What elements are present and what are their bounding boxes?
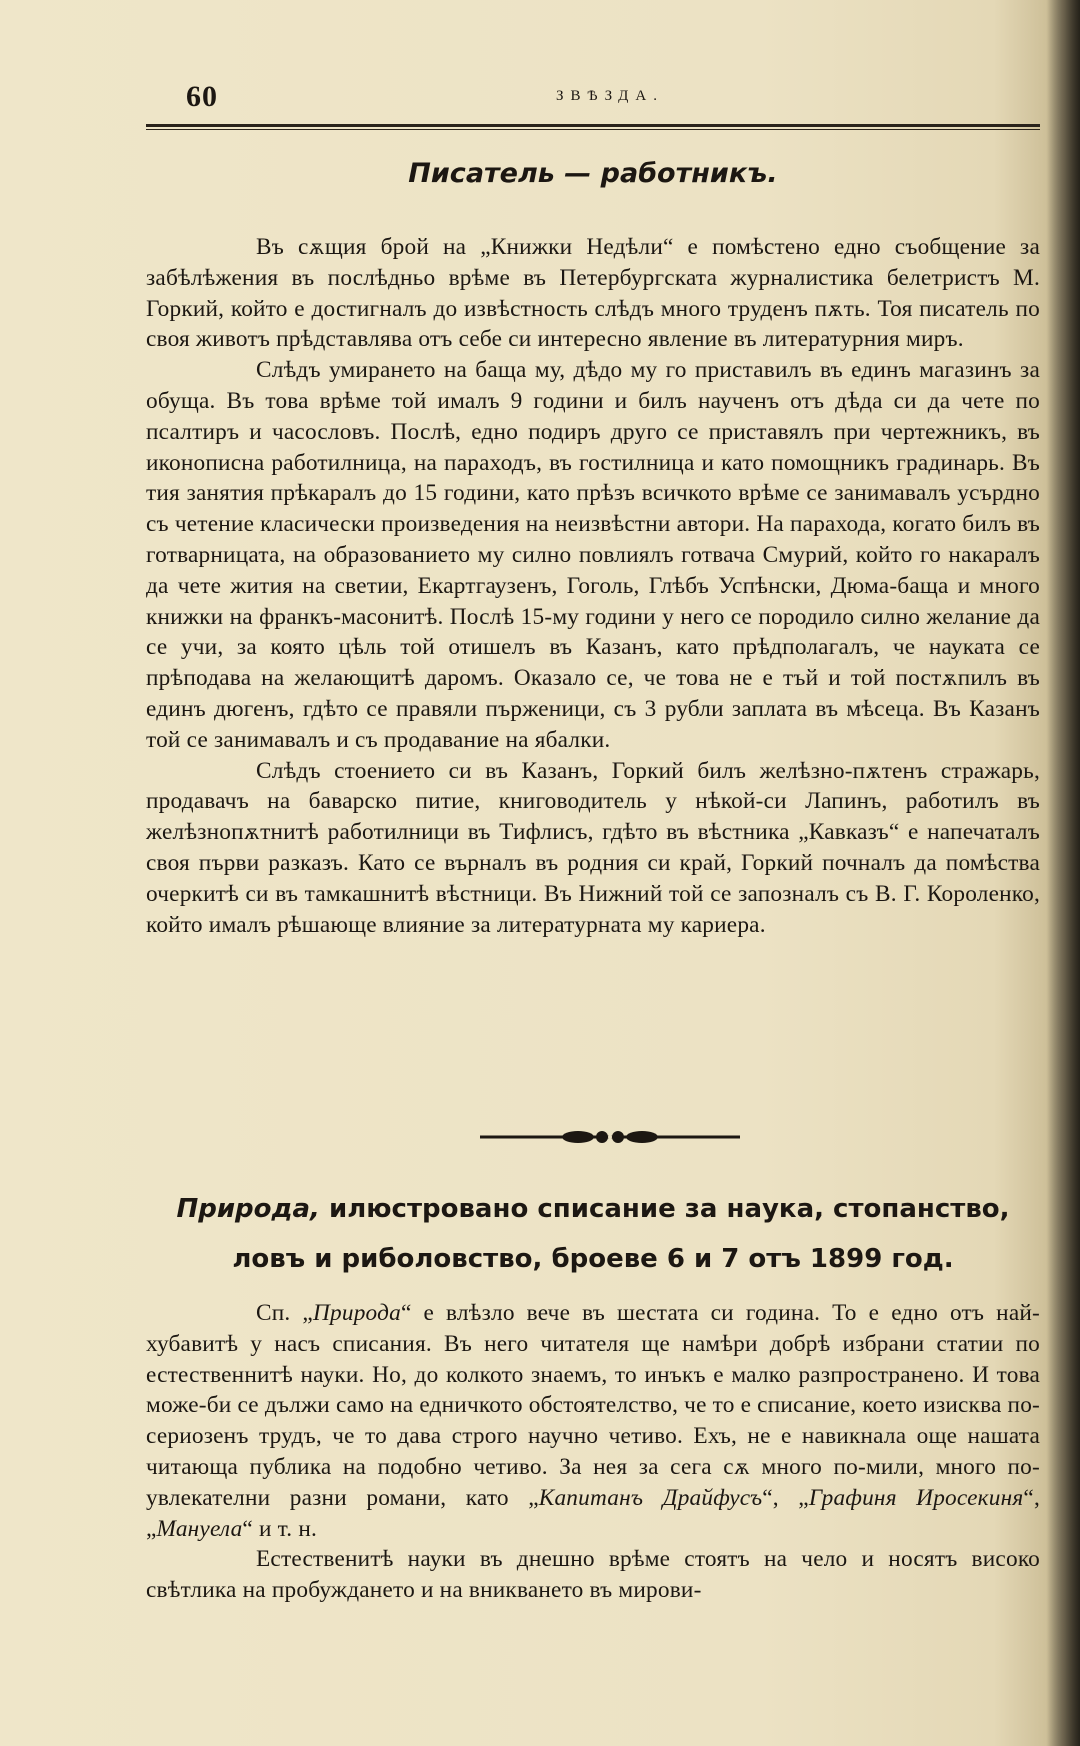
binding-shadow <box>1046 0 1080 1746</box>
article-body <box>146 232 1040 940</box>
review-paragraph <box>146 1298 1040 1544</box>
review-heading <box>146 1184 1040 1284</box>
section-divider-ornament <box>480 1126 740 1148</box>
review-body <box>146 1298 1040 1606</box>
article-paragraph: Слѣдъ умирането на баща му, дѣдо му го приставилъ въ единъ магазинъ за обуща. Въ това врѣме той ималъ 9 години и билъ наученъ отъ дѣда си да чете по псалтиръ и часословъ. Послѣ, едно подиръ друго се приставялъ при чертежникъ, въ иконописна работилница, на параходъ, въ гостилница и като помощникъ градинарь. Въ тия занятия прѣкаралъ до 15 години, като прѣзъ всичкото врѣме се занимавалъ усърдно съ четение класически произведения на неизвѣстни автори. На парахода, когато билъ въ готварницата, на образованието му силно повлиялъ готвача Смурий, който го накаралъ да чете жития на светии, Екартгаузенъ, Гоголь, Глѣбъ Успѣнски, Дюма-баща и много книжки на франкъ-масонитѣ. Послѣ 15-му години у него се породило силно желание да се учи, за която цѣль той отишелъ въ Казанъ, като прѣдполагалъ, че науката се прѣподава на желающитѣ даромъ. Оказало се, че това не е тъй и той постѫпилъ въ единъ дюгенъ, гдѣто се правяли пърженици, съ 3 рубли заплата въ мѣсеца. Въ Казанъ той се занимавалъ и съ продавание на ябалки. <box>146 357 1040 753</box>
page-number: 60 <box>186 80 218 113</box>
review-text: “ е влѣзло вече въ шестата си година. То е едно отъ най-хубавитѣ у насъ списания. Въ него читателя ще намѣри добрѣ избрани статии по естественнитѣ науки. Но, до колкото знаемъ, то инъкъ е малко разпространено. И това може-би се дължи само на едничкото обстоятелство, че то е списание, което изисква по-сериозенъ трудъ, че то дава строго научно четиво. Ехъ, не е навикнала още нашата читающа публика на подобно четиво. За нея за сега сѫ много по-мили, много по-увлекателни разни романи, като „ <box>146 1300 1041 1511</box>
review-text: “, „ <box>146 1484 1040 1542</box>
review-text: Сп. „ <box>256 1300 313 1326</box>
page-header <box>146 78 1040 118</box>
journal-title: Природа <box>312 1300 401 1326</box>
novel-title: Капитанъ Драйфусъ <box>538 1484 763 1511</box>
novel-title: Графиня Иросекиня <box>808 1484 1024 1511</box>
article-paragraph: Въ сѫщия брой на „Книжки Недѣли“ е помѣстено едно съобщение за забѣлѣжения въ послѣдньо врѣме въ Петербургската журналистика белетристъ М. Горкий, който е достигналъ до извѣстность слѣдъ много труденъ пѫть. Тоя писатель по своя животъ прѣдставлява отъ себе си интересно явление въ литературния миръ. <box>146 234 1040 353</box>
review-paragraph: Естественитѣ науки въ днешно врѣме стоятъ на чело и носятъ високо свѣтлика на пробуждането и на вникването въ мирови- <box>146 1546 1040 1604</box>
running-title: ЗВѢЗДА. <box>556 88 664 104</box>
article-paragraph: Слѣдъ стоението си въ Казанъ, Горкий билъ желѣзно-пѫтенъ стражарь, продавачъ на баварско питие, книговодитель у нѣкой-си Лапинъ, работилъ въ желѣзнопѫтнитѣ работилници въ Тифлисъ, гдѣто въ вѣстника „Кавказъ“ е напечаталъ своя първи разказъ. Като се върналъ въ родния си край, Горкий почналъ да помѣства очеркитѣ си въ тамкашнитѣ вѣстници. Въ Нижний той се запозналъ съ В. Г. Короленко, който ималъ рѣшающе влияние за литературната му кариера. <box>146 757 1040 938</box>
article-title: Писатель — работникъ. <box>408 158 778 189</box>
review-heading-title: Природа, <box>176 1194 320 1224</box>
review-text: “, „ <box>762 1484 809 1511</box>
review-heading-rest: илюстровано списание за наука, стопанство, ловъ и риболовство, броеве 6 и 7 отъ 1899 год. <box>232 1194 1010 1274</box>
novel-title: Мануела <box>156 1515 243 1542</box>
review-text: “ и т. н. <box>242 1515 318 1542</box>
header-rule <box>146 124 1040 130</box>
